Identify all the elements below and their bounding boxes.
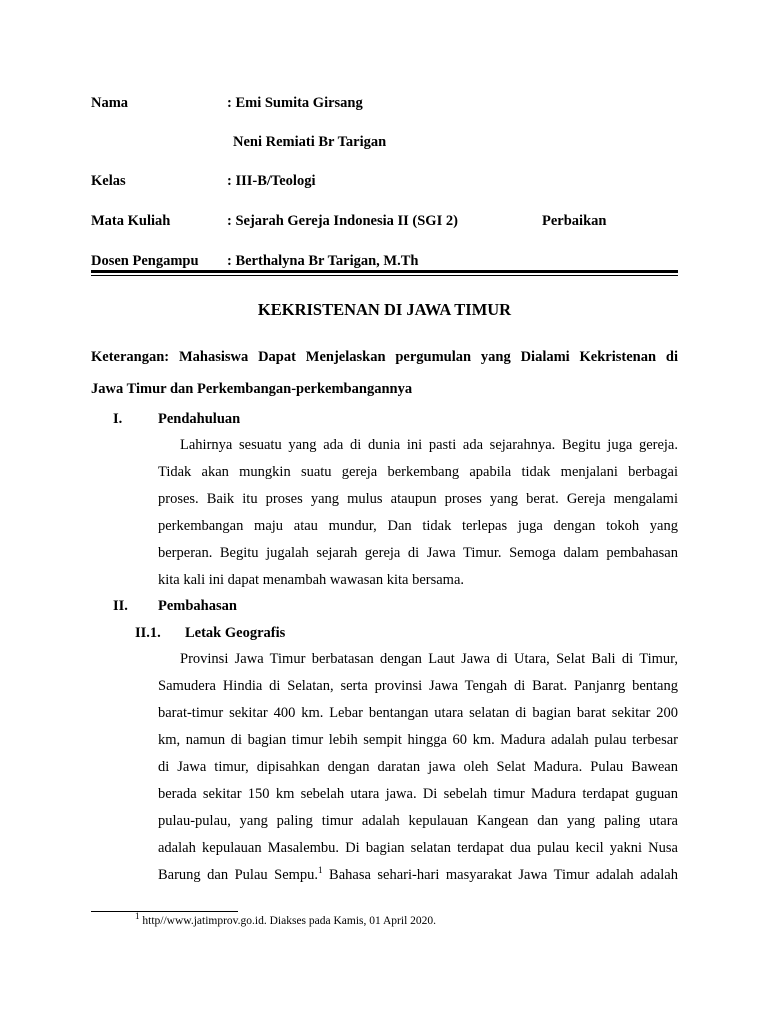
header-value: : Emi Sumita Girsang [227,95,363,111]
header-rule-thick [91,270,678,273]
keterangan-line: Jawa Timur dan Perkembangan-perkembangannya [91,381,413,397]
text-line: Lahirnya sesuatu yang ada di dunia ini pasti ada sejarahnya. Begitu juga gereja. [180,437,678,453]
text-line: pulau-pulau, yang paling timur adalah kepulauan Kangean dan yang paling utara [158,813,678,829]
header-rule-thin [91,275,678,276]
text-line: Tidak akan mungkin suatu gereja berkembang apabila tidak menjalani berbagai [158,464,678,480]
text-line: berada sekitar 150 km sebelah utara jawa. Di sebelah timur Madura terdapat guguan [158,786,678,802]
header-label: Kelas [91,173,126,189]
header-value: Neni Remiati Br Tarigan [233,134,387,150]
subsection-number: II.1. [135,625,161,641]
footnote [135,911,437,928]
text-segment: Barung dan Pulau Sempu. [158,867,319,883]
keterangan [91,341,678,405]
document-title: KEKRISTENAN DI JAWA TIMUR [257,300,512,319]
text-line: Samudera Hindia di Selatan, serta provinsi Jawa Tengah di Barat. Panjanrg bentang [158,678,678,694]
section-heading: Pendahuluan [158,411,241,427]
footnote-reference[interactable]: 1 [318,865,323,876]
text-line: berperan. Begitu jugalah sejarah gereja di Jawa Timur. Semoga dalam pembahasan [158,545,678,561]
text-line: barat-timur sekitar 400 km. Lebar bentangan utara selatan di bagian barat sekitar 200 [158,705,678,721]
text-line: proses. Baik itu proses yang mulus ataupun proses yang berat. Gereja mengalami [158,491,678,507]
header-label: Dosen Pengampu [91,253,199,269]
footnote-text: http//www.jatimprov.go.id. Diakses pada Kamis, 01 April 2020. [139,915,437,927]
header-label: Nama [91,95,129,111]
text-line: kita kali ini dapat menambah wawasan kita bersama. [158,572,465,588]
text-line [158,862,678,889]
text-line: Provinsi Jawa Timur berbatasan dengan Laut Jawa di Utara, Selat Bali di Timur, [180,651,678,667]
header-label: Mata Kuliah [91,213,171,229]
text-line: perkembangan maju atau mundur, Dan tidak terlepas juga dengan tokoh yang [158,518,678,534]
section-number: I. [113,411,123,427]
text-line: di Jawa timur, dipisahkan dengan daratan jawa oleh Selat Madura. Pulau Bawean [158,759,678,775]
paragraph-pendahuluan [158,432,678,594]
keterangan-line: Keterangan: Mahasiswa Dapat Menjelaskan pergumulan yang Dialami Kekristenan di [91,349,678,365]
header-extra-perbaikan: Perbaikan [542,213,607,229]
text-segment: Bahasa sehari-hari masyarakat Jawa Timur adalah adalah [322,867,678,883]
subsection-heading: Letak Geografis [185,625,286,641]
text-line: km, namun di bagian timur lebih sempit hingga 60 km. Madura adalah pulau terbesar [158,732,678,748]
header-value: : Berthalyna Br Tarigan, M.Th [227,253,419,269]
section-number: II. [113,598,128,614]
section-heading: Pembahasan [158,598,237,614]
footnote-separator [91,911,238,912]
header-value: : III-B/Teologi [227,173,316,189]
header-value: : Sejarah Gereja Indonesia II (SGI 2) [227,213,458,229]
footnote-number: 1 [135,911,140,922]
paragraph-letak-geografis [158,646,678,889]
text-line: adalah kepulauan Masalembu. Di bagian selatan terdapat dua pulau kecil yakni Nusa [158,840,678,856]
